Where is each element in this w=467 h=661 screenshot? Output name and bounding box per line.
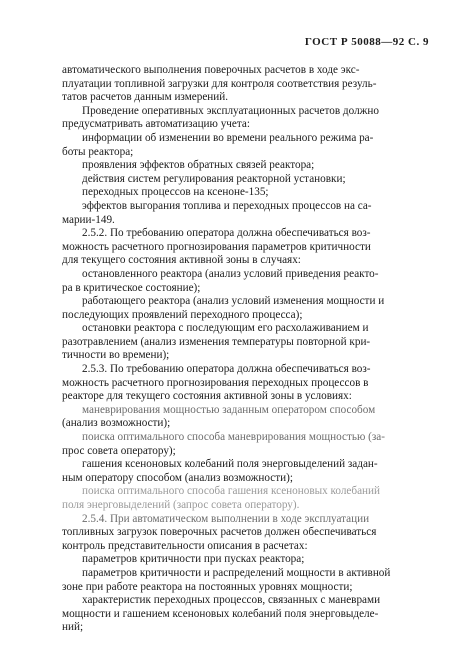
document-body xyxy=(62,64,426,635)
text-line: последующих проявлений переходного процесса); xyxy=(62,308,303,321)
text-line: можность расчетного прогнозирования переходных процессов в xyxy=(62,376,369,389)
text-line: ным оператору способом (анализ возможности); xyxy=(62,471,293,484)
text-line: боты реактора; xyxy=(62,145,134,158)
text-line: действия систем регулирования реакторной установки; xyxy=(82,172,346,185)
text-line: 2.5.3. По требованию оператора должна обеспечиваться воз- xyxy=(82,363,371,376)
page-header: ГОСТ Р 50088—92 С. 9 xyxy=(304,36,429,48)
text-line: предусматривать автоматизацию учета: xyxy=(62,118,250,131)
text-line: работающего реактора (анализ условий изменения мощности и xyxy=(82,295,385,308)
text-line: мощности и гашением ксеноновых колебаний поля энерговыделе- xyxy=(62,607,379,620)
text-line: реакторе для текущего состояния активной зоны в условиях: xyxy=(62,390,352,403)
text-line: параметров критичности и распределений мощности в активной xyxy=(82,566,391,579)
text-line: информации об изменении во времени реального режима ра- xyxy=(82,131,374,144)
text-line: можность расчетного прогнозирования параметров критичности xyxy=(62,240,371,253)
text-line: ра в критическое состояние); xyxy=(62,281,201,294)
text-line: 2.5.2. По требованию оператора должна обеспечиваться воз- xyxy=(82,227,371,240)
text-line: татов расчетов данным измерений. xyxy=(62,91,229,104)
text-line: топливных загрузок поверочных расчетов должен обеспечиваться xyxy=(62,526,377,539)
text-line: тичности во времени); xyxy=(62,349,170,362)
text-line: остановленного реактора (анализ условий приведения реакто- xyxy=(82,267,379,280)
text-line: Проведение оперативных эксплуатационных расчетов должно xyxy=(82,104,379,117)
text-line: маневрирования мощностью заданным оператором способом xyxy=(82,403,376,416)
text-line: автоматического выполнения поверочных расчетов в ходе экс- xyxy=(62,64,360,76)
text-line: эффектов выгорания топлива и переходных процессов на са- xyxy=(82,199,372,212)
text-line: поиска оптимального способа маневрирования мощностью (за- xyxy=(82,431,385,444)
text-line: поиска оптимального способа гашения ксеноновых колебаний xyxy=(82,485,380,498)
text-line: проявления эффектов обратных связей реактора; xyxy=(82,159,315,172)
text-line: 2.5.4. При автоматическом выполнении в ходе эксплуатации xyxy=(82,512,370,525)
text-line: остановки реактора с последующим его расхолаживанием и xyxy=(82,322,369,335)
text-line: для текущего состояния активной зоны в случаях: xyxy=(62,254,301,267)
text-line: разотравлением (анализ изменения температуры повторной кри- xyxy=(62,335,371,348)
text-line: контроль представительности описания в расчетах: xyxy=(62,539,308,552)
text-line: переходных процессов на ксеноне-135; xyxy=(82,186,269,199)
text-line: марии-149. xyxy=(62,213,115,226)
text-line: прос совета оператору); xyxy=(62,444,176,457)
text-line: ний; xyxy=(62,621,84,634)
text-line: (анализ возможности); xyxy=(62,417,171,430)
text-line: характеристик переходных процессов, связанных с маневрами xyxy=(82,594,381,607)
text-line: поля энерговыделений (запрос совета оператору). xyxy=(62,499,300,511)
text-line: параметров критичности при пусках реактора; xyxy=(82,553,305,566)
text-line: гашения ксеноновых колебаний поля энерговыделений задан- xyxy=(82,458,378,471)
text-line: плуатации топливной загрузки для контроля соответствия резуль- xyxy=(62,77,377,90)
text-line: зоне при работе реактора на постоянных уровнях мощности; xyxy=(62,580,353,593)
